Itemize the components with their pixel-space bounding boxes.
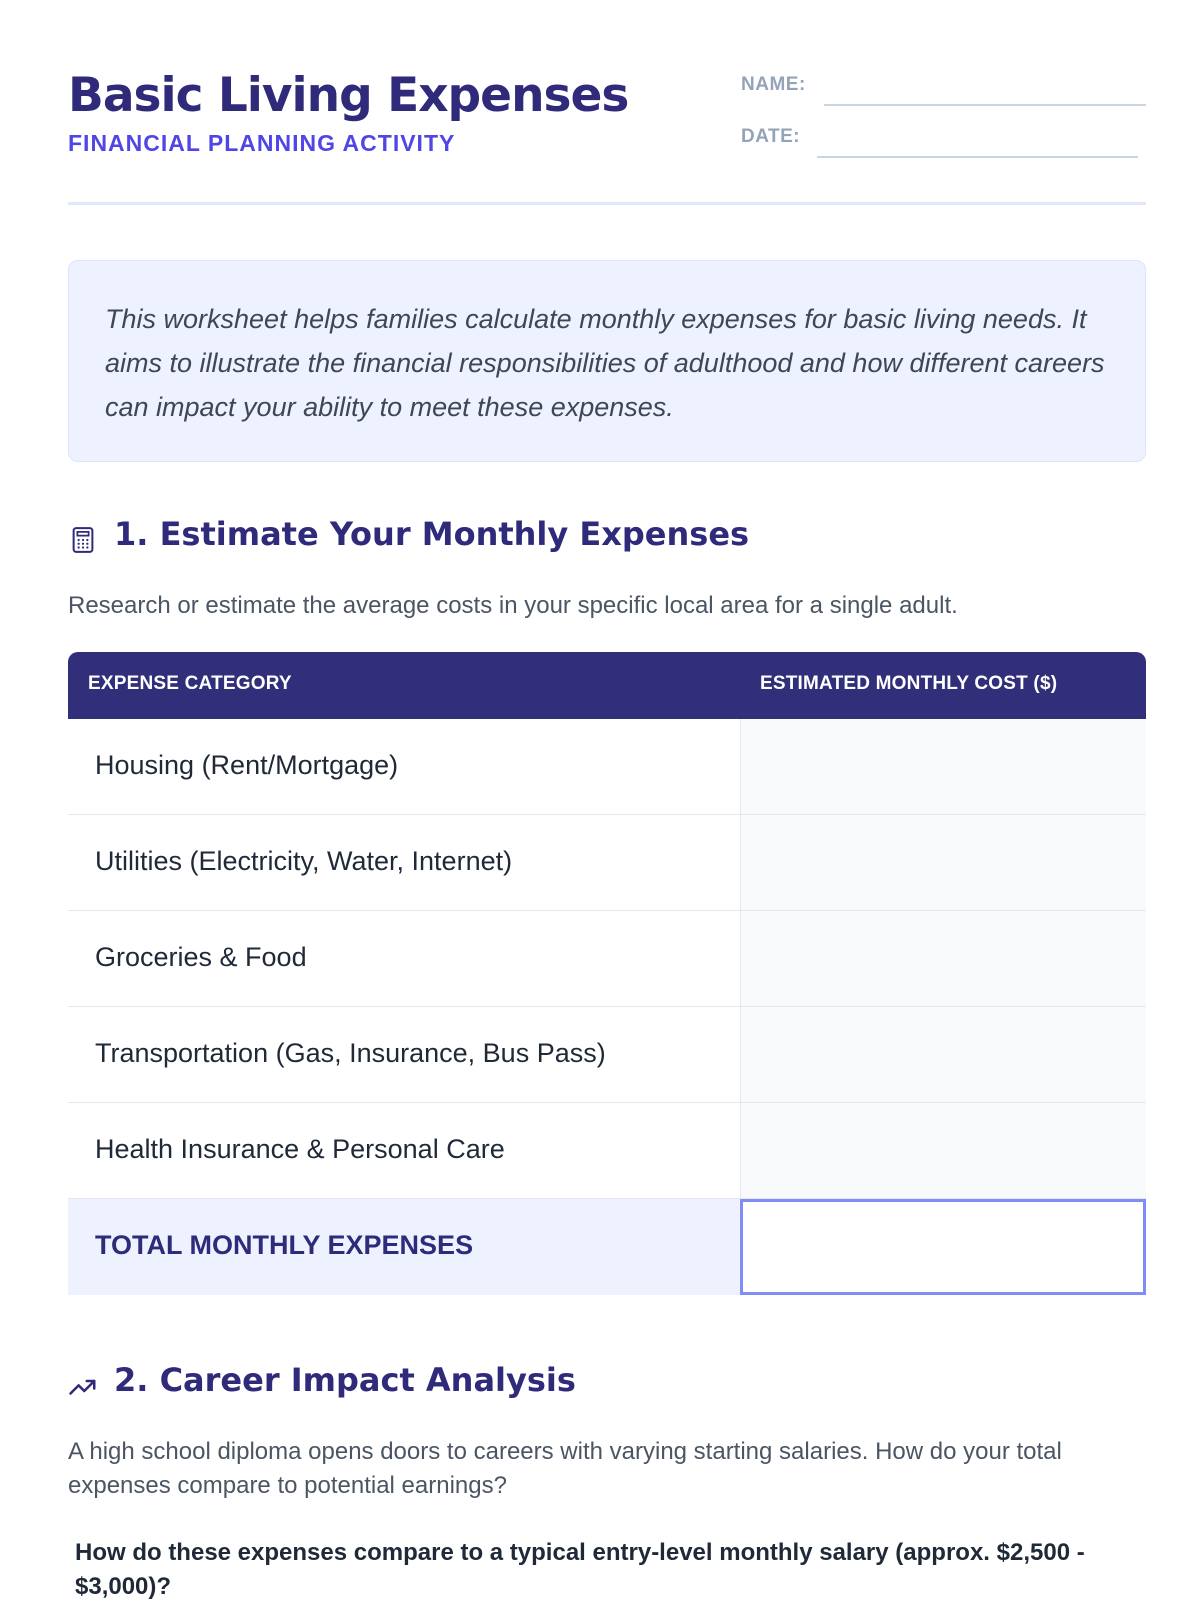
table-row <box>68 719 1146 815</box>
cost-input-cell[interactable] <box>740 1103 1146 1198</box>
section-2-title: 2. Career Impact Analysis <box>114 1361 576 1399</box>
page-title: Basic Living Expenses <box>68 68 629 123</box>
expense-category: Utilities (Electricity, Water, Internet) <box>95 846 513 876</box>
intro-box <box>68 260 1146 462</box>
table-row <box>68 815 1146 911</box>
expense-category: Groceries & Food <box>95 942 307 972</box>
date-label: DATE: <box>741 126 801 147</box>
column-header-category: EXPENSE CATEGORY <box>88 673 292 694</box>
expense-category: Transportation (Gas, Insurance, Bus Pass) <box>95 1038 606 1068</box>
column-header-cost: ESTIMATED MONTHLY COST ($) <box>760 673 1058 694</box>
expense-category: Health Insurance & Personal Care <box>95 1134 505 1164</box>
date-field[interactable] <box>741 118 1146 158</box>
expense-category: Housing (Rent/Mortgage) <box>95 750 399 780</box>
table-row <box>68 1007 1146 1103</box>
cost-input-cell[interactable] <box>740 911 1146 1006</box>
name-input-line[interactable] <box>824 104 1146 106</box>
calculator-icon <box>68 525 98 555</box>
trending-up-icon <box>68 1371 98 1401</box>
cost-input-cell[interactable] <box>740 1007 1146 1102</box>
name-label: NAME: <box>741 74 806 95</box>
date-input-line[interactable] <box>817 156 1138 158</box>
total-input-cell[interactable] <box>740 1199 1146 1295</box>
section-1-description: Research or estimate the average costs in your specific local area for a single adult. <box>68 592 958 619</box>
intro-text: This worksheet helps families calculate monthly expenses for basic living needs. It aims to illustrate the financial responsibilities of adulthood and how different careers can impact your ability to meet these expenses. <box>105 304 1105 422</box>
name-field[interactable] <box>741 66 1146 106</box>
salary-comparison-question: How do these expenses compare to a typical entry-level monthly salary (approx. $2,500 - $3,000)? <box>75 1539 1085 1600</box>
worksheet-header <box>68 60 1146 205</box>
total-row <box>68 1199 1146 1295</box>
section-2-heading <box>68 1361 1146 1411</box>
expense-table <box>68 652 1146 1295</box>
section-2-description: A high school diploma opens doors to careers with varying starting salaries. How do your total expenses compare to potential earnings? <box>68 1438 1062 1499</box>
cost-input-cell[interactable] <box>740 719 1146 814</box>
table-header <box>68 652 1146 719</box>
table-row <box>68 1103 1146 1199</box>
section-1-heading <box>68 515 1146 565</box>
section-1-title: 1. Estimate Your Monthly Expenses <box>114 515 750 553</box>
table-row <box>68 911 1146 1007</box>
page-subtitle: FINANCIAL PLANNING ACTIVITY <box>68 130 456 156</box>
total-label: TOTAL MONTHLY EXPENSES <box>95 1230 474 1260</box>
cost-input-cell[interactable] <box>740 815 1146 910</box>
